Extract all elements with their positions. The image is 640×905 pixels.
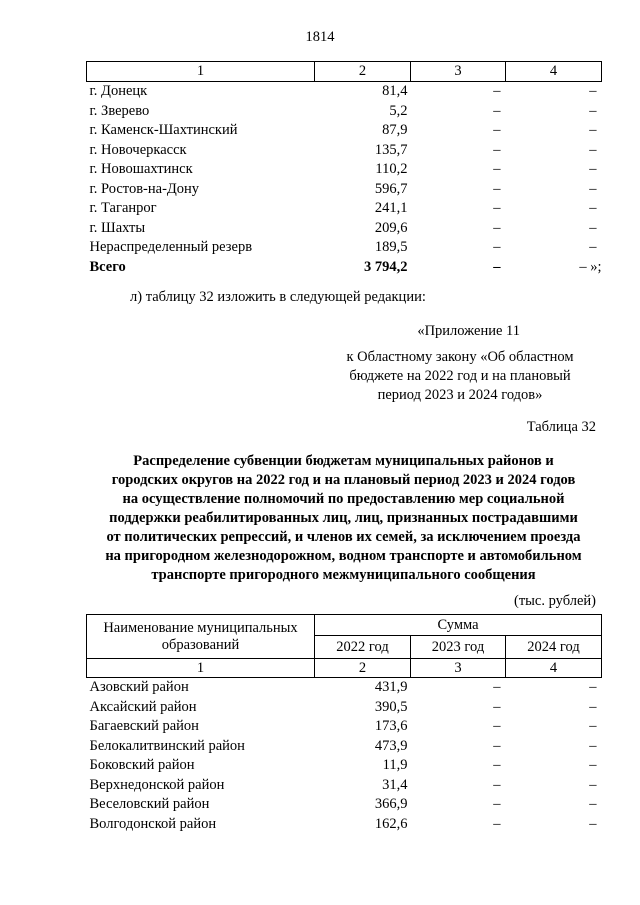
appendix-heading: «Приложение 11 — [417, 323, 520, 339]
amount-2023: – — [493, 180, 501, 197]
column-number: 3 — [411, 659, 506, 678]
table-row — [87, 795, 602, 815]
total-2024: – »; — [579, 258, 602, 275]
table-row — [87, 756, 602, 776]
municipality-name: Нераспределенный резерв — [89, 239, 253, 256]
column-header-sum: Сумма — [315, 615, 602, 636]
table-row — [87, 815, 602, 835]
amount-2023: – — [493, 122, 501, 139]
table-row — [87, 199, 602, 219]
amount-2024: – — [589, 796, 597, 813]
column-header-name — [87, 615, 315, 659]
amount-2024: – — [589, 200, 597, 217]
amount-2024: – — [589, 239, 597, 256]
header-line: Наименование муниципальных — [103, 619, 298, 636]
column-header-2024: 2024 год — [506, 636, 602, 659]
municipality-name: г. Таганрог — [89, 200, 157, 217]
amount-2024: – — [589, 180, 597, 197]
municipality-name: г. Донецк — [89, 83, 148, 100]
total-2022: 3 794,2 — [364, 258, 408, 275]
subvention-table — [86, 614, 602, 834]
amount-2024: – — [589, 219, 597, 236]
column-number: 1 — [87, 62, 315, 82]
amount-2023: – — [493, 239, 501, 256]
table-row — [87, 102, 602, 122]
amount-2023: – — [493, 679, 501, 696]
amount-2023: – — [493, 219, 501, 236]
column-number: 2 — [315, 659, 411, 678]
table-title-line: на осуществление полномочий по предоставлению мер социальной — [122, 491, 565, 507]
municipality-name: Белокалитвинский район — [89, 737, 245, 754]
municipality-name: Веселовский район — [89, 796, 210, 813]
total-2023: – — [493, 258, 501, 275]
amount-2023: – — [493, 141, 501, 158]
amount-2022: 173,6 — [374, 718, 408, 735]
municipality-name: г. Новочеркасск — [89, 141, 187, 158]
table-row — [87, 698, 602, 718]
table-row — [87, 82, 602, 102]
amendment-instruction: л) таблицу 32 изложить в следующей редакции: — [130, 289, 426, 305]
amount-2022: 366,9 — [374, 796, 408, 813]
amount-2024: – — [589, 776, 597, 793]
amount-2023: – — [493, 200, 501, 217]
column-header-2022: 2022 год — [315, 636, 411, 659]
table-row — [87, 238, 602, 258]
municipality-name: г. Ростов-на-Дону — [89, 180, 200, 197]
table-numbering-row — [87, 659, 602, 678]
table-row — [87, 717, 602, 737]
municipality-name: г. Зверево — [89, 102, 150, 119]
table-row — [87, 180, 602, 200]
law-reference — [334, 348, 586, 405]
amount-2023: – — [493, 796, 501, 813]
municipality-name: Азовский район — [89, 679, 189, 696]
table-continuation — [86, 61, 602, 277]
column-number: 1 — [87, 659, 315, 678]
amount-2024: – — [589, 698, 597, 715]
total-label: Всего — [89, 258, 126, 275]
amount-2024: – — [589, 815, 597, 832]
amount-2022: 209,6 — [374, 219, 408, 236]
table-title-line: транспорте пригородного межмуниципального сообщения — [151, 567, 536, 583]
table-row — [87, 121, 602, 141]
municipality-name: г. Каменск-Шахтинский — [89, 122, 238, 139]
amount-2022: 110,2 — [375, 161, 408, 178]
amount-2024: – — [589, 161, 597, 178]
table-title-line: Распределение субвенции бюджетам муниципальных районов и — [133, 453, 554, 469]
amount-2024: – — [589, 757, 597, 774]
law-reference-line: к Областному закону «Об областном — [346, 349, 574, 365]
amount-2023: – — [493, 815, 501, 832]
amount-2022: 5,2 — [389, 102, 408, 119]
column-number: 3 — [411, 62, 506, 82]
amount-2023: – — [493, 776, 501, 793]
amount-2023: – — [493, 718, 501, 735]
column-number: 2 — [315, 62, 411, 82]
municipality-name: г. Шахты — [89, 219, 146, 236]
amount-2023: – — [493, 161, 501, 178]
table-row — [87, 219, 602, 239]
municipality-name: Верхнедонской район — [89, 776, 225, 793]
table-title-line: городских округов на 2022 год и на плановый период 2023 и 2024 годов — [111, 472, 576, 488]
table-row — [87, 678, 602, 698]
amount-2022: 31,4 — [382, 776, 408, 793]
table-header-row — [87, 615, 602, 636]
amount-2023: – — [493, 757, 501, 774]
amount-2022: 135,7 — [374, 141, 408, 158]
table-header-row — [87, 62, 602, 82]
column-header-2023: 2023 год — [411, 636, 506, 659]
amount-2024: – — [589, 718, 597, 735]
amount-2022: 431,9 — [374, 679, 408, 696]
municipality-name: Аксайский район — [89, 698, 197, 715]
page-number: 1814 — [305, 29, 335, 45]
amount-2024: – — [589, 737, 597, 754]
amount-2023: – — [493, 102, 501, 119]
amount-2024: – — [589, 83, 597, 100]
table-label: Таблица 32 — [526, 419, 596, 435]
column-number: 4 — [506, 62, 602, 82]
municipality-name: Багаевский район — [89, 718, 199, 735]
header-line: образований — [161, 636, 240, 653]
law-reference-line: период 2023 и 2024 годов» — [377, 387, 543, 403]
total-row — [87, 258, 602, 278]
law-reference-line: бюджете на 2022 год и на плановый — [349, 368, 571, 384]
table-title-line: поддержки реабилитированных лиц, лиц, признанных пострадавшими — [109, 510, 578, 526]
table-row — [87, 141, 602, 161]
amount-2024: – — [589, 679, 597, 696]
amount-2023: – — [493, 83, 501, 100]
municipality-name: г. Новошахтинск — [89, 161, 193, 178]
amount-2024: – — [589, 141, 597, 158]
table-title-line: от политических репрессий, и членов их семей, за исключением проезда — [106, 529, 581, 545]
units-label: (тыс. рублей) — [514, 593, 596, 609]
table-row — [87, 160, 602, 180]
municipality-name: Боковский район — [89, 757, 195, 774]
amount-2022: 11,9 — [382, 757, 408, 774]
amount-2022: 473,9 — [374, 737, 408, 754]
amount-2022: 162,6 — [374, 815, 408, 832]
amount-2024: – — [589, 122, 597, 139]
amount-2022: 390,5 — [374, 698, 408, 715]
amount-2023: – — [493, 737, 501, 754]
amount-2023: – — [493, 698, 501, 715]
table-row — [87, 776, 602, 796]
column-number: 4 — [506, 659, 602, 678]
amount-2022: 81,4 — [382, 83, 408, 100]
amount-2022: 189,5 — [374, 239, 408, 256]
amount-2022: 241,1 — [374, 200, 408, 217]
amount-2022: 596,7 — [374, 180, 408, 197]
table-row — [87, 737, 602, 757]
amount-2024: – — [589, 102, 597, 119]
table-title-line: на пригородном железнодорожном, водном транспорте и автомобильном — [105, 548, 582, 564]
amount-2022: 87,9 — [382, 122, 408, 139]
table-title — [86, 452, 601, 585]
municipality-name: Волгодонской район — [89, 815, 217, 832]
